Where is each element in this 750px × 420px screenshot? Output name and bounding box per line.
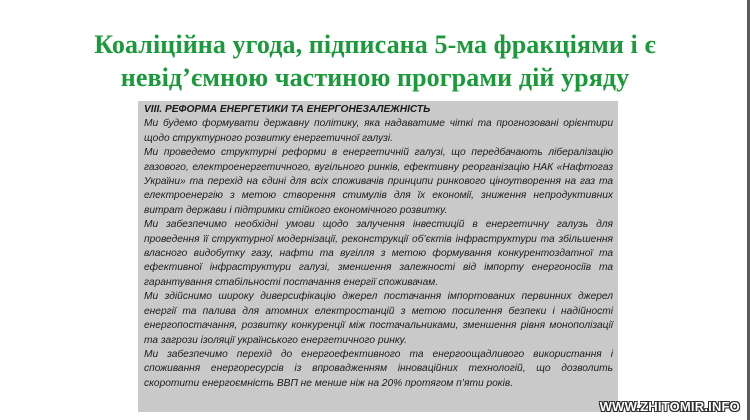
section-heading: VIII. РЕФОРМА ЕНЕРГЕТИКИ ТА ЕНЕРГОНЕЗАЛЕЖНІСТЬ [144,104,431,115]
excerpt-paragraph: Ми будемо формувати державну політику, яка надаватиме чіткі та прогнозовані орієнтири щодо структурного розвитку енергетичної галузі. [144,118,613,144]
excerpt-paragraph: Ми забезпечимо перехід до енергоефективного та енергоощадливого використання і споживання енергоресурсів із впровадженням інноваційних технологій, що дозволить скоротити енергоємність ВВП не менше ніж на 20% протягом п’яти років. [144,348,613,389]
slide-title: Коаліційна угода, підписана 5-ма фракціями і є невід’ємною частиною програми дій уряду [94,30,656,92]
excerpt-paragraph: Ми забезпечимо необхідні умови щодо залучення інвестицій в енергетичну галузь для проведення її структурної модернізації, реконструкції об’єктів інфраструктури та збільшення власного видобутку газу, нафти та вугілля з метою формування конкурентоздатної та ефективної інфраструктури галузі, зменшення залежності від імпорту енергоносіїв та гарантування стабільності постачання енергії споживачам. [144,219,613,288]
document-excerpt [138,101,618,412]
site-watermark: WWW.ZHITOMIR.INFO [599,399,740,414]
excerpt-paragraph: Ми проведемо структурні реформи в енергетичній галузі, що передбачають лібералізацію газового, електроенергетичного, вугільного ринків, ефективну реорганізацію НАК «Нафтогаз України» та перехід на єдині для всіх споживачів принципи ринкового ціноутворення на газ та електроенергію з метою створення стимулів для їх економії, зниження непродуктивних витрат держави і підтримки стійкого економічного розвитку. [144,147,613,216]
excerpt-paragraph: Ми здійснимо широку диверсифікацію джерел постачання імпортованих первинних джерел енергії та палива для атомних електростанцій з метою посилення безпеки і надійності енергопостачання, розвитку конкуренції між постачальниками, зменшення рівня монополізації та загрози ізоляції українського енергетичного ринку. [144,291,613,346]
